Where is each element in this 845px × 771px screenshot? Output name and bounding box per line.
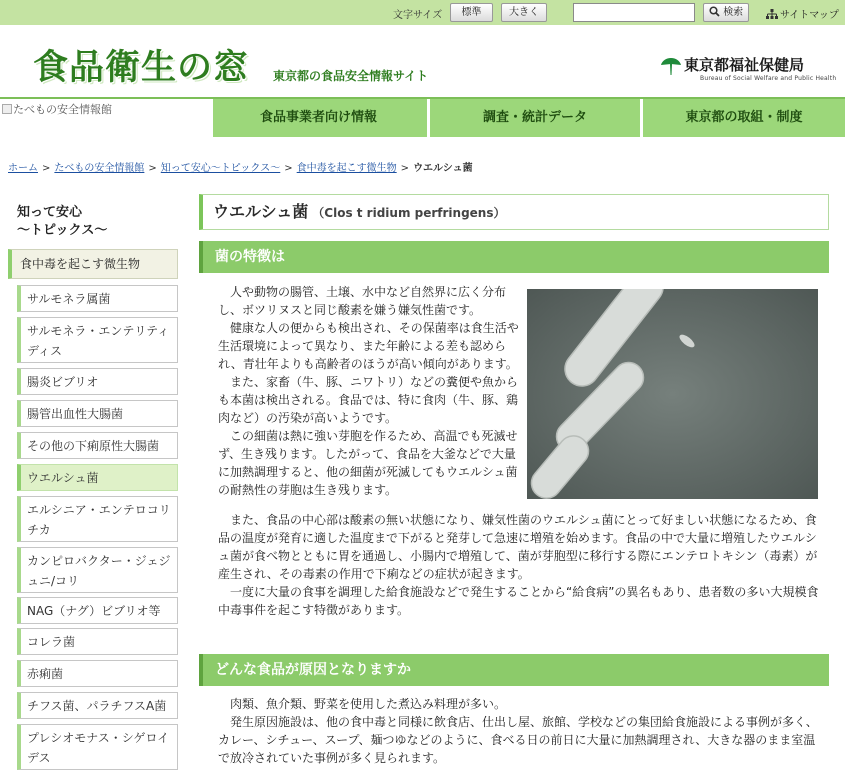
text-line: 中毒事件を起こす特徴があります。 (218, 603, 410, 617)
search-icon (709, 6, 720, 17)
sitemap-icon (766, 9, 778, 20)
breadcrumb-topics[interactable]: 知って安心～トピックス～ (160, 163, 281, 174)
characteristics-text-wide (218, 511, 830, 619)
text-line: 発生原因施設は、他の食中毒と同様に飲食店、仕出し屋、旅館、学校などの集団給食施設による事例が多く、 (218, 715, 818, 729)
breadcrumb-microbes[interactable]: 食中毒を起こす微生物 (296, 163, 397, 174)
global-nav (0, 97, 845, 137)
section-heading-causes: どんな食品が原因となりますか (199, 654, 829, 686)
sidebar-item-salmonella[interactable]: サルモネラ属菌 (17, 285, 178, 312)
sidebar-item-welchii[interactable]: ウエルシュ菌 (17, 464, 178, 491)
sitemap-label: サイトマップ (780, 10, 839, 21)
bureau-name-en: Bureau of Social Welfare and Public Health (700, 75, 837, 82)
nav-image-alt: たべもの安全情報館 (13, 103, 112, 116)
site-logo-title[interactable]: 食品衛生の窓 (33, 47, 250, 88)
breadcrumb-current: ウエルシュ菌 (413, 163, 473, 174)
nav-tokyo-initiatives[interactable]: 東京都の取組・制度 (685, 110, 803, 125)
text-line: 生活環境によって異なり、また年齢による差も認めら (218, 339, 507, 353)
text-line: 産生され、その毒素の作用で下痢などの症状が起きます。 (218, 567, 530, 581)
text-line: も本菌は検出される。食品では、特に食肉（牛、豚、鶏 (218, 393, 519, 407)
text-line: 健康な人の便からも検出され、その保菌率は食生活や (218, 321, 519, 335)
sidebar-item-cholera[interactable]: コレラ菌 (17, 628, 178, 655)
text-line: ュ菌が食べ物とともに胃を通過し、小腸内で増殖して、菌が芽胞型に移行する際にエンテロトキシン（毒素）が (218, 549, 818, 563)
sitemap-link[interactable] (766, 6, 839, 21)
nav-image-link[interactable] (0, 99, 210, 137)
search-input[interactable] (573, 3, 695, 22)
sidebar-item-other-ecoli[interactable]: その他の下痢原性大腸菌 (17, 432, 178, 459)
page-title (199, 194, 829, 230)
utility-bar (0, 0, 845, 25)
bacteria-micrograph (527, 289, 818, 499)
sidebar-title (17, 204, 107, 240)
text-line: 一度に大量の食事を調理した給食施設などで発生することから“給食病”の異名もあり、患者数の多い大規模食 (218, 585, 819, 599)
sidebar-item-salmonella-enteritidis[interactable]: サルモネラ・エンテリティディス (17, 317, 178, 363)
sidebar-title-line2: ～トピックス～ (17, 223, 108, 238)
sidebar-item-campylobacter[interactable]: カンピロバクター・ジェジュニ/コリ (17, 547, 178, 593)
sidebar-item-vibrio[interactable]: 腸炎ビブリオ (17, 368, 178, 395)
text-line: 品の温度が発育に適した温度まで下がると発芽して急速に増殖を始めます。食品の中で大量に増殖したウエルシ (218, 531, 817, 545)
breadcrumb-food-safety[interactable]: たべもの安全情報館 (54, 163, 145, 174)
sidebar-item-ehec[interactable]: 腸管出血性大腸菌 (17, 400, 178, 427)
text-line: 肉類、魚介類、野菜を使用した煮込み料理が多い。 (218, 697, 507, 711)
nav-divider (210, 99, 213, 137)
text-line: し、ボツリヌスと同じ酸素を嫌う嫌気性菌です。 (218, 303, 482, 317)
sidebar-category[interactable]: 食中毒を起こす微生物 (8, 249, 178, 279)
page-title-latin: （Clos t ridium perfringens） (312, 206, 506, 220)
sidebar-item-typhoid[interactable]: チフス菌、パラチフスA菌 (17, 692, 178, 719)
site-subtitle: 東京都の食品安全情報サイト (273, 69, 429, 83)
breadcrumb-home[interactable]: ホーム (8, 163, 38, 174)
bureau-name[interactable]: 東京都福祉保健局 (684, 56, 805, 74)
search-button-label: 検索 (723, 7, 744, 18)
page-title-japanese: ウエルシュ菌 (213, 202, 309, 221)
search-button[interactable] (703, 3, 749, 22)
sidebar-item-shigella[interactable]: 赤痢菌 (17, 660, 178, 687)
section-heading-characteristics: 菌の特徴は (199, 241, 829, 273)
font-large-button[interactable]: 大きく (501, 3, 547, 22)
sidebar-item-nag-vibrio[interactable]: NAG（ナグ）ビブリオ等 (17, 597, 178, 624)
text-line: 肉など）の汚染が高いようです。 (218, 411, 398, 425)
text-line: カレー、シチュー、スープ、麺つゆなどのように、食べる日の前日に大量に加熱調理され、大きな器のまま室温 (218, 733, 816, 747)
text-line: に加熱調理すると、他の細菌が死滅してもウエルシュ菌 (218, 465, 518, 479)
characteristics-text-narrow (218, 283, 523, 499)
nav-survey-data[interactable]: 調査・統計データ (482, 110, 587, 125)
sidebar-item-plesiomonas[interactable]: プレシオモナス・シゲロイデス (17, 724, 178, 770)
text-line: また、家畜（牛、豚、ニワトリ）などの糞便や魚から (218, 375, 519, 389)
broken-image-icon (2, 104, 12, 114)
text-line: 人や動物の腸管、土壌、水中など自然界に広く分布 (218, 285, 507, 299)
nav-business-info[interactable]: 食品事業者向け情報 (259, 110, 377, 125)
text-line: れ、青壮年よりも高齢者のほうが高い傾向があります。 (218, 357, 518, 371)
text-line: また、食品の中心部は酸素の無い状態になり、嫌気性菌のウエルシュ菌にとって好ましい状態になるため、食 (218, 513, 817, 527)
font-size-label: 文字サイズ (393, 10, 443, 21)
causes-text (218, 695, 830, 767)
font-standard-button[interactable]: 標準 (450, 3, 493, 22)
text-line: で放冷されていた事例が多く見られます。 (218, 751, 446, 765)
text-line: この細菌は熱に強い芽胞を作るため、高温でも死滅せ (218, 429, 518, 443)
sidebar-item-yersinia[interactable]: エルシニア・エンテロコリチカ (17, 496, 178, 542)
text-line: ず、生き残ります。したがって、食品を大釜などで大量 (218, 447, 516, 461)
tokyo-ginkgo-logo-icon[interactable] (660, 55, 682, 77)
breadcrumb: ホーム > たべもの安全情報館 > 知って安心～トピックス～ > 食中毒を起こす微生物 > ウエルシュ菌 (8, 163, 473, 174)
sidebar-title-line1: 知って安心 (17, 205, 83, 220)
text-line: の耐熱性の芽胞は生き残ります。 (218, 483, 398, 497)
